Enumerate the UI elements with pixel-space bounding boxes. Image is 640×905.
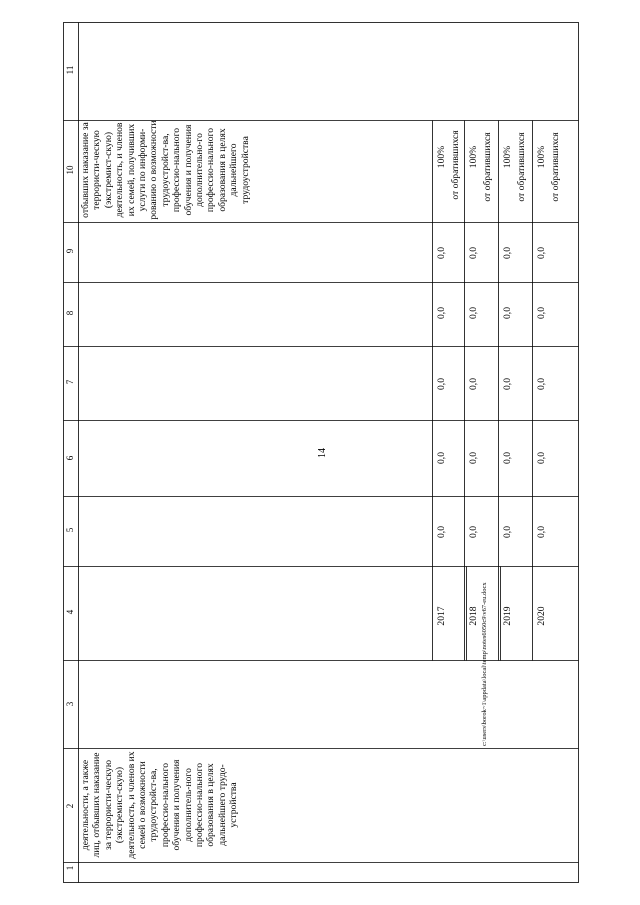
row2020-c7: 0,0: [536, 378, 547, 390]
col-num-7: 7: [65, 379, 75, 385]
col-num-1: 1: [65, 865, 75, 871]
row2018-c5: 0,0: [468, 526, 479, 538]
row2019-c10-note: от обратившихся: [516, 132, 527, 202]
col10-description: отбывших наказание за террористи-ческую (экстремист-скую) деятельность, и членов их семей, получивших услуги по информи-рованию о возможности трудоустройст-ва, профессио-нального обучения и получения дополнительно-го профессио-нального образования в целях дальнейшего трудоустройства: [80, 120, 251, 220]
row2020-c10-pct: 100%: [536, 145, 547, 169]
col-num-11: 11: [65, 65, 75, 75]
row2017-c10-pct: 100%: [436, 145, 447, 169]
row2017-c7: 0,0: [436, 378, 447, 390]
file-path: c:\users\borok~1\appdata\local\temp\notes6050c9\v67-eu.docx: [481, 582, 488, 746]
col-num-10: 10: [65, 165, 75, 175]
col-num-6: 6: [65, 455, 75, 461]
col-num-4: 4: [65, 609, 75, 615]
col-num-2: 2: [65, 803, 75, 809]
col-num-9: 9: [65, 248, 75, 254]
col-num-3: 3: [65, 701, 75, 707]
col-num-5: 5: [65, 527, 75, 533]
col2-description: деятельности, а также лиц, отбывших наказание за террористи-ческую (экстремист-скую) деятельность, и членов их семей о возможности трудоустройст-ва, профессио-нального обучения и получения дополнитель-ного профессио-нального образования в целях дальнейшего трудо-устройства: [80, 751, 240, 859]
year-2018: 2018: [468, 606, 479, 626]
row2019-c5: 0,0: [502, 526, 513, 538]
row2018-c10-pct: 100%: [468, 145, 479, 169]
row2017-c10-note: от обратившихся: [450, 130, 461, 200]
year-2019: 2019: [502, 606, 513, 626]
row2020-c5: 0,0: [536, 526, 547, 538]
year-2020: 2020: [536, 606, 547, 626]
row2020-c6: 0,0: [536, 452, 547, 464]
page-number: 14: [317, 448, 328, 458]
row2017-c8: 0,0: [436, 307, 447, 319]
row2017-c6: 0,0: [436, 452, 447, 464]
row2019-c6: 0,0: [502, 452, 513, 464]
row2018-c8: 0,0: [468, 307, 479, 319]
col-num-8: 8: [65, 310, 75, 316]
row2019-c10-pct: 100%: [502, 145, 513, 169]
row2018-c7: 0,0: [468, 378, 479, 390]
row2019-c8: 0,0: [502, 307, 513, 319]
row2017-c9: 0,0: [436, 247, 447, 259]
row2018-c6: 0,0: [468, 452, 479, 464]
row2019-c9: 0,0: [502, 247, 513, 259]
row2020-c8: 0,0: [536, 307, 547, 319]
row2018-c9: 0,0: [468, 247, 479, 259]
row2020-c10-note: от обратившихся: [550, 132, 561, 202]
year-2017: 2017: [436, 606, 447, 626]
row2017-c5: 0,0: [436, 526, 447, 538]
row2018-c10-note: от обратившихся: [482, 132, 493, 202]
row2019-c7: 0,0: [502, 378, 513, 390]
row2020-c9: 0,0: [536, 247, 547, 259]
